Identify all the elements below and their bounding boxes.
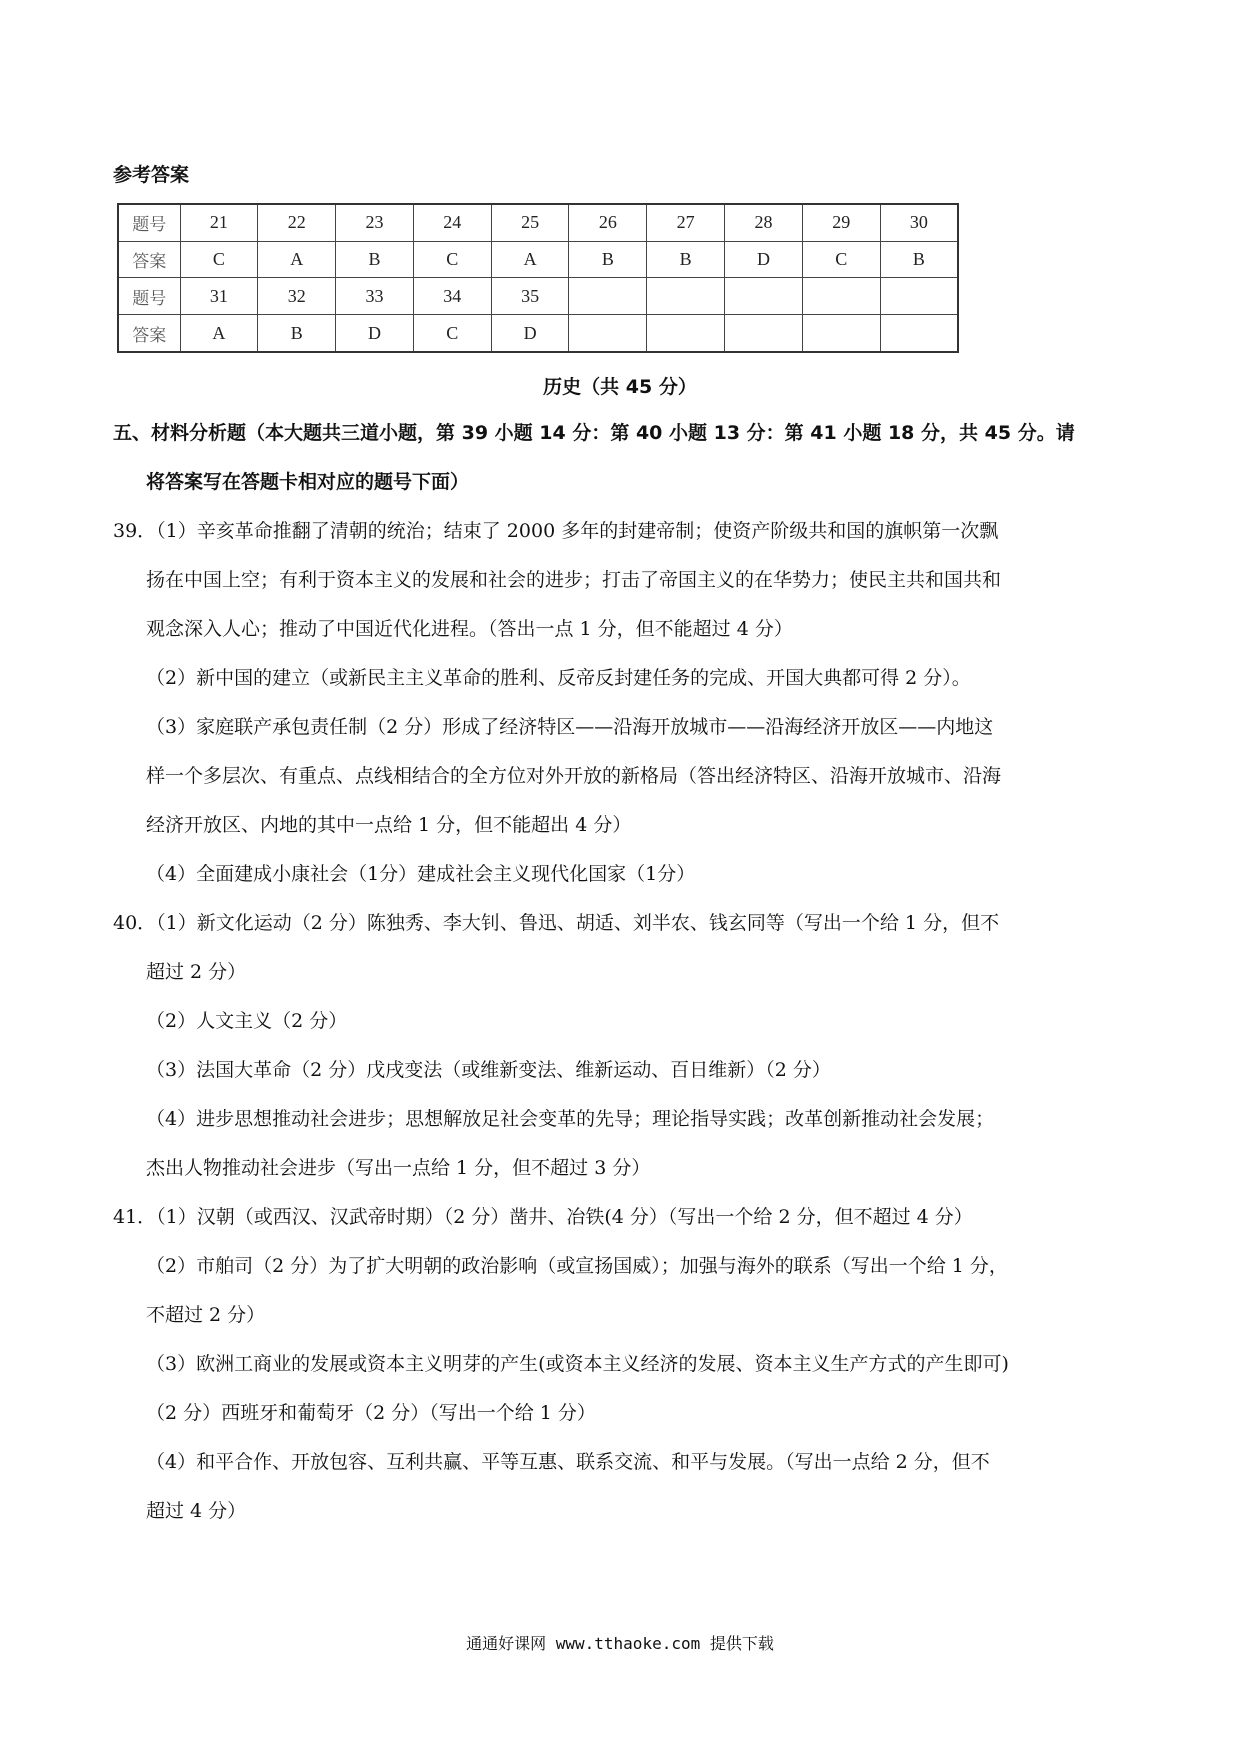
table-cell: 28 bbox=[725, 204, 803, 241]
section5-instruction-line1: 五、材料分析题（本大题共三道小题，第 39 小题 14 分：第 40 小题 13 分：第 41 小题 18 分，共 45 分。请 bbox=[113, 422, 1075, 444]
table-cell: 25 bbox=[491, 204, 569, 241]
table-cell: C bbox=[180, 241, 258, 278]
q39-line: 39．（1）辛亥革命推翻了清朝的统治；结束了 2000 多年的封建帝制；使资产阶级共和国的旗帜第一次飘 bbox=[113, 520, 999, 542]
q39-line: （3）家庭联产承包责任制（2 分）形成了经济特区——沿海开放城市——沿海经济开放区——内地这 bbox=[146, 716, 994, 738]
table-cell: 21 bbox=[180, 204, 258, 241]
table-cell: B bbox=[880, 241, 958, 278]
table-cell: 34 bbox=[413, 278, 491, 315]
table-cell: 33 bbox=[336, 278, 414, 315]
q39-line: （2）新中国的建立（或新民主主义革命的胜利、反帝反封建任务的完成、开国大典都可得 2 分）。 bbox=[146, 667, 971, 689]
table-cell: C bbox=[802, 241, 880, 278]
q41-line: （4）和平合作、开放包容、互利共赢、平等互惠、联系交流、和平与发展。（写出一点给 2 分，但不 bbox=[146, 1451, 990, 1473]
table-cell: B bbox=[336, 241, 414, 278]
q39-line: （4）全面建成小康社会（1分）建成社会主义现代化国家（1分） bbox=[146, 863, 696, 885]
table-cell: A bbox=[258, 241, 336, 278]
table-cell: 22 bbox=[258, 204, 336, 241]
table-cell: 23 bbox=[336, 204, 414, 241]
section5-instruction-line2: 将答案写在答题卡相对应的题号下面） bbox=[146, 471, 470, 493]
footer-source: 通通好课网 www.tthaoke.com 提供下载 bbox=[466, 1634, 774, 1653]
table-cell: B bbox=[258, 315, 336, 352]
table-cell: C bbox=[413, 241, 491, 278]
table-cell: 31 bbox=[180, 278, 258, 315]
answer-table bbox=[117, 203, 959, 353]
q40-line: （3）法国大革命（2 分）戊戌变法（或维新变法、维新运动、百日维新）（2 分） bbox=[146, 1059, 831, 1081]
q39-line: 样一个多层次、有重点、点线相结合的全方位对外开放的新格局（答出经济特区、沿海开放城市、沿海 bbox=[146, 765, 1002, 787]
table-cell: 30 bbox=[880, 204, 958, 241]
table-cell bbox=[725, 278, 803, 315]
table-cell: 27 bbox=[647, 204, 725, 241]
table-row-label: 答案 bbox=[118, 241, 180, 278]
table-cell: B bbox=[647, 241, 725, 278]
table-row-label: 题号 bbox=[118, 278, 180, 315]
table-cell: D bbox=[725, 241, 803, 278]
table-cell bbox=[725, 315, 803, 352]
table-cell: B bbox=[569, 241, 647, 278]
q41-line: （2）市舶司（2 分）为了扩大明朝的政治影响（或宣扬国威）；加强与海外的联系（写出一个给 1 分， bbox=[146, 1255, 1008, 1277]
table-row bbox=[118, 204, 958, 241]
table-cell: 32 bbox=[258, 278, 336, 315]
answer-heading: 参考答案 bbox=[113, 164, 190, 186]
q39-line: 经济开放区、内地的其中一点给 1 分，但不能超出 4 分） bbox=[146, 814, 632, 836]
table-cell: A bbox=[491, 241, 569, 278]
q41-line: （3）欧洲工商业的发展或资本主义明芽的产生(或资本主义经济的发展、资本主义生产方式的产生即可) bbox=[146, 1353, 1009, 1375]
table-cell: 35 bbox=[491, 278, 569, 315]
q40-line: 杰出人物推动社会进步（写出一点给 1 分，但不超过 3 分） bbox=[146, 1157, 651, 1179]
table-cell bbox=[647, 278, 725, 315]
table-cell: 24 bbox=[413, 204, 491, 241]
q41-line: 41．（1）汉朝（或西汉、汉武帝时期）（2 分）凿井、冶铁(4 分）（写出一个给 2 分，但不超过 4 分） bbox=[113, 1206, 973, 1228]
table-row bbox=[118, 278, 958, 315]
table-cell bbox=[802, 278, 880, 315]
table-cell: 26 bbox=[569, 204, 647, 241]
table-cell: C bbox=[413, 315, 491, 352]
section-title: 历史（共 45 分） bbox=[543, 376, 697, 398]
table-row bbox=[118, 241, 958, 278]
table-cell bbox=[569, 315, 647, 352]
table-cell bbox=[802, 315, 880, 352]
table-cell: D bbox=[491, 315, 569, 352]
q39-line: 观念深入人心；推动了中国近代化进程。（答出一点 1 分，但不能超过 4 分） bbox=[146, 618, 793, 640]
table-cell: A bbox=[180, 315, 258, 352]
table-cell bbox=[880, 278, 958, 315]
q40-line: （4）进步思想推动社会进步；思想解放足社会变革的先导；理论指导实践；改革创新推动社会发展； bbox=[146, 1108, 995, 1130]
q41-line: 不超过 2 分） bbox=[146, 1304, 266, 1326]
q40-line: 40．（1）新文化运动（2 分）陈独秀、李大钊、鲁迅、胡适、刘半农、钱玄同等（写出一个给 1 分，但不 bbox=[113, 912, 1000, 934]
table-cell bbox=[647, 315, 725, 352]
table-row-label: 题号 bbox=[118, 204, 180, 241]
table-row bbox=[118, 315, 958, 352]
table-cell: D bbox=[336, 315, 414, 352]
q41-line: （2 分）西班牙和葡萄牙（2 分）（写出一个给 1 分） bbox=[146, 1402, 596, 1424]
q41-line: 超过 4 分） bbox=[146, 1500, 247, 1522]
q40-line: 超过 2 分） bbox=[146, 961, 247, 983]
table-cell bbox=[880, 315, 958, 352]
q39-line: 扬在中国上空；有利于资本主义的发展和社会的进步；打击了帝国主义的在华势力；使民主共和国共和 bbox=[146, 569, 1002, 591]
table-cell: 29 bbox=[802, 204, 880, 241]
table-cell bbox=[569, 278, 647, 315]
table-row-label: 答案 bbox=[118, 315, 180, 352]
q40-line: （2）人文主义（2 分） bbox=[146, 1010, 348, 1032]
